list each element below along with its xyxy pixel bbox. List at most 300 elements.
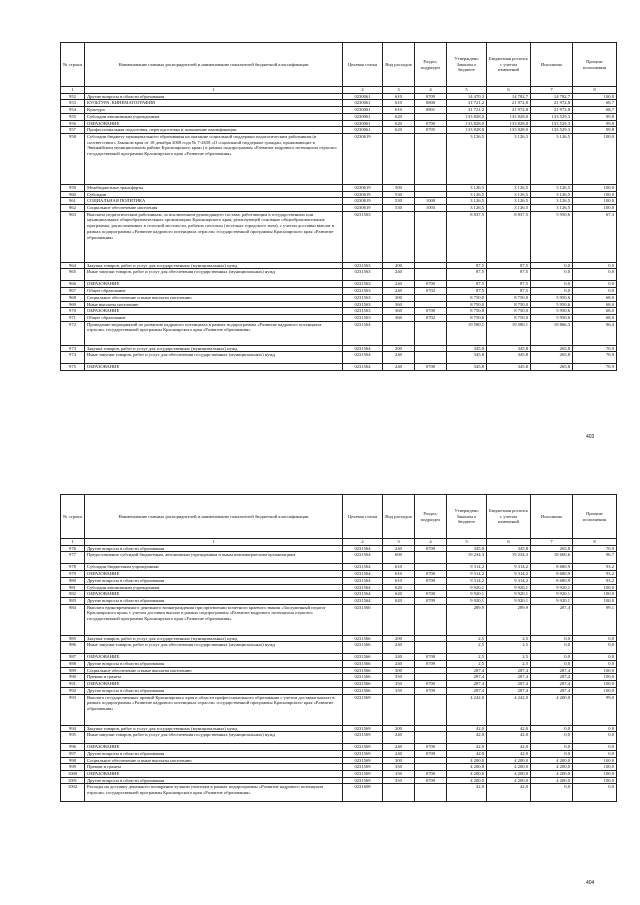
row-target-article: 0230061 (343, 107, 383, 114)
row-approved: 2,5 (447, 635, 487, 642)
column-index: 1 (85, 87, 343, 94)
row-expense-type (383, 133, 415, 184)
table-row (61, 584, 617, 591)
column-index: 3 (383, 87, 415, 94)
row-section (415, 694, 447, 725)
row-expense-type: 240 (383, 269, 415, 281)
row-approved: 42,0 (447, 744, 487, 751)
row-approved: 287,4 (447, 681, 487, 688)
row-budget-plan: 133 828,0 (487, 120, 531, 127)
row-name: Другие вопросы в области образования (85, 750, 343, 757)
budget-table (60, 494, 617, 802)
col-header-expense-type: Вид расходов (383, 495, 415, 539)
row-expense-type (383, 604, 415, 635)
row-executed: 133 529,3 (531, 127, 573, 134)
row-expense-type: 620 (383, 591, 415, 598)
row-expense-type: 610 (383, 93, 415, 100)
row-section (415, 345, 447, 352)
row-percent: 93,2 (573, 577, 617, 584)
row-expense-type (383, 694, 415, 725)
row-percent: 76,9 (573, 345, 617, 352)
table-row (61, 674, 617, 681)
row-number: 959 (61, 184, 85, 191)
row-name: ОБРАЗОВАНИЕ (85, 308, 343, 315)
table-row (61, 750, 617, 757)
row-section (415, 732, 447, 744)
row-section: 0705 (415, 127, 447, 134)
row-target-article: 0230061 (343, 127, 383, 134)
row-name: Проведение мероприятий по развитию кадрового потенциала в рамках подпрограммы «Развитие кадрового потенциала отрасли» государственной программы Красноярского края «Развитие образования» (85, 321, 343, 345)
row-target-article: 0231566 (343, 654, 383, 661)
row-approved: 345,8 (447, 352, 487, 364)
row-number: 994 (61, 725, 85, 732)
row-target-article: 0231569 (343, 744, 383, 751)
row-expense-type (383, 321, 415, 345)
row-approved: 133 828,0 (447, 113, 487, 120)
col-header-budget-plan: Бюджетная роспись с учетом изменений (487, 495, 531, 539)
row-budget-plan: 287,4 (487, 687, 531, 694)
row-expense-type: 240 (383, 364, 415, 371)
row-target-article: 0230061 (343, 93, 383, 100)
row-executed: 287,4 (531, 604, 573, 635)
table-row (61, 288, 617, 295)
row-percent: 100,0 (573, 93, 617, 100)
row-approved: 4 242,0 (447, 694, 487, 725)
row-expense-type: 240 (383, 288, 415, 295)
row-section (415, 635, 447, 642)
row-percent: 68,0 (573, 301, 617, 308)
row-expense-type: 350 (383, 771, 415, 778)
row-percent: 0,0 (573, 281, 617, 288)
row-executed: 5 950,6 (531, 294, 573, 301)
row-budget-plan: 2,5 (487, 654, 531, 661)
row-section (415, 674, 447, 681)
row-budget-plan: 345,8 (487, 352, 531, 364)
row-target-article: 0231563 (343, 211, 383, 262)
row-target-article: 0230619 (343, 191, 383, 198)
row-section: 0700 (415, 744, 447, 751)
column-index: 7 (531, 539, 573, 546)
row-expense-type: 300 (383, 757, 415, 764)
row-expense-type: 200 (383, 635, 415, 642)
row-target-article: 0231564 (343, 591, 383, 598)
row-expense-type: 620 (383, 120, 415, 127)
table-row (61, 597, 617, 604)
row-expense-type: 610 (383, 100, 415, 107)
row-target-article: 0231566 (343, 642, 383, 654)
row-executed: 287,4 (531, 674, 573, 681)
row-target-article: 0231563 (343, 281, 383, 288)
row-section (415, 301, 447, 308)
row-section: 0700 (415, 308, 447, 315)
row-target-article: 0231564 (343, 571, 383, 578)
row-executed: 133 529,3 (531, 120, 573, 127)
row-target-article: 0231569 (343, 694, 383, 725)
row-number: 991 (61, 681, 85, 688)
row-percent: 100,0 (573, 667, 617, 674)
row-name: Выплаты педагогическим работникам, за исключением руководящего состава, работающим в государственных или муниципальных общеобразовательных организациях Красноярского края, реализующей основные общеобразовательные программы, расположенных в сельской местности, рабочих поселках (поселках городского типа), с учетом доставки выплат в рамках подпрограммы «Развитие кадрового потенциала отрасли» государственной программы Красноярского края «Развитие образования» (85, 211, 343, 262)
row-budget-plan: 8 750,0 (487, 301, 531, 308)
row-section (415, 604, 447, 635)
row-target-article: 0231563 (343, 314, 383, 321)
row-name: Иные закупки товаров, работ и услуг для обеспечения государственных (муниципальных) нужд (85, 352, 343, 364)
row-budget-plan: 3 126,5 (487, 205, 531, 212)
row-number: 972 (61, 321, 85, 345)
row-percent: 68,0 (573, 314, 617, 321)
row-approved: 19 234,3 (447, 552, 487, 564)
col-header-target-article: Целевая статья (343, 495, 383, 539)
table-row (61, 604, 617, 635)
row-number: 985 (61, 635, 85, 642)
row-executed: 4 200,0 (531, 764, 573, 771)
row-section (415, 269, 447, 281)
row-approved: 8 750,0 (447, 301, 487, 308)
row-name: ОБРАЗОВАНИЕ (85, 281, 343, 288)
column-index-row (61, 87, 617, 94)
row-section: 0700 (415, 571, 447, 578)
table-row (61, 764, 617, 771)
row-approved: 31 721,2 (447, 107, 487, 114)
row-expense-type: 300 (383, 667, 415, 674)
row-name: Субсидии (85, 191, 343, 198)
table-row (61, 93, 617, 100)
row-number: 969 (61, 301, 85, 308)
row-executed: 3 126,5 (531, 198, 573, 205)
row-budget-plan: 8 750,0 (487, 314, 531, 321)
row-approved: 4 200,0 (447, 777, 487, 784)
row-percent: 93,2 (573, 564, 617, 571)
row-expense-type: 620 (383, 127, 415, 134)
row-name: Закупка товаров, работ и услуг для государственных (муниципальных) нужд (85, 345, 343, 352)
row-target-article: 0231563 (343, 288, 383, 295)
row-target-article: 0231564 (343, 545, 383, 552)
row-budget-plan: 133 828,0 (487, 113, 531, 120)
table-row (61, 281, 617, 288)
row-name: Расходы на доставку денежного поощрения лучшим учителям в рамках подпрограммы «Развитие кадрового потенциала отрасли» государственной программы Красноярского края «Развитие образования» (85, 784, 343, 802)
row-executed: 3 126,5 (531, 205, 573, 212)
row-number: 992 (61, 687, 85, 694)
table-row (61, 577, 617, 584)
row-number: 975 (61, 364, 85, 371)
row-target-article: 0231564 (343, 345, 383, 352)
row-executed: 9 920,1 (531, 591, 573, 598)
row-section (415, 757, 447, 764)
row-percent: 0,0 (573, 642, 617, 654)
row-target-article: 0231564 (343, 597, 383, 604)
row-approved: 2,5 (447, 642, 487, 654)
row-approved: 287,4 (447, 687, 487, 694)
row-number: 993 (61, 694, 85, 725)
row-budget-plan: 345,8 (487, 545, 531, 552)
column-index: 2 (343, 539, 383, 546)
row-percent: 96,7 (573, 552, 617, 564)
row-name: Премии и гранты (85, 764, 343, 771)
row-target-article: 0231563 (343, 269, 383, 281)
row-number: 999 (61, 764, 85, 771)
table-row (61, 757, 617, 764)
row-executed: 3 126,5 (531, 133, 573, 184)
row-number: 960 (61, 191, 85, 198)
row-section (415, 113, 447, 120)
row-approved: 8 750,0 (447, 308, 487, 315)
row-number: 973 (61, 345, 85, 352)
row-percent: 93,2 (573, 571, 617, 578)
row-number: 990 (61, 674, 85, 681)
row-number: 986 (61, 642, 85, 654)
row-section: 0709 (415, 577, 447, 584)
row-executed: 3 126,5 (531, 191, 573, 198)
col-header-expense-type: Вид расходов (383, 43, 415, 87)
row-section: 0700 (415, 120, 447, 127)
row-approved: 2,5 (447, 654, 487, 661)
page-number: 403 (586, 434, 595, 440)
row-expense-type: 240 (383, 732, 415, 744)
row-expense-type: 240 (383, 744, 415, 751)
row-executed: 0,0 (531, 262, 573, 269)
row-executed: 5 950,6 (531, 308, 573, 315)
row-percent: 0,0 (573, 750, 617, 757)
row-budget-plan: 42,0 (487, 744, 531, 751)
row-name: Предоставление субсидий бюджетным, автономным учреждениям и иным некоммерческим организациям (85, 552, 343, 564)
row-target-article: 0231569 (343, 757, 383, 764)
row-number: 965 (61, 269, 85, 281)
row-target-article: 0231566 (343, 667, 383, 674)
row-budget-plan: 8 750,0 (487, 308, 531, 315)
row-target-article: 0231569 (343, 750, 383, 757)
row-executed: 265,8 (531, 545, 573, 552)
row-approved: 87,5 (447, 269, 487, 281)
row-name: Выплата государственных премий Красноярского края в области профессионального образования с учетом доставки выплат в рамках подпрограммы «Развитие кадрового потенциала отрасли» государственной программы Красноярского края «Развитие образования» (85, 694, 343, 725)
row-name: Социальное обеспечение и иные выплаты населению (85, 667, 343, 674)
table-row (61, 321, 617, 345)
row-number: 954 (61, 107, 85, 114)
row-budget-plan: 3 126,5 (487, 133, 531, 184)
row-name: Другие вопросы в области образования (85, 93, 343, 100)
row-number: 974 (61, 352, 85, 364)
column-index: 1 (85, 539, 343, 546)
row-expense-type: 200 (383, 345, 415, 352)
row-executed: 0,0 (531, 642, 573, 654)
row-name: Другие вопросы в области образования (85, 661, 343, 668)
row-approved: 9 314,2 (447, 577, 487, 584)
table-row (61, 269, 617, 281)
row-budget-plan: 9 314,2 (487, 577, 531, 584)
row-expense-type (383, 784, 415, 802)
row-approved: 8 750,0 (447, 314, 487, 321)
row-executed: 287,4 (531, 667, 573, 674)
row-name: ОБРАЗОВАНИЕ (85, 654, 343, 661)
table-row (61, 314, 617, 321)
table-row (61, 635, 617, 642)
row-name: Закупка товаров, работ и услуг для государственных (муниципальных) нужд (85, 725, 343, 732)
row-percent: 68,7 (573, 100, 617, 107)
row-percent: 99,1 (573, 604, 617, 635)
row-percent: 100,0 (573, 777, 617, 784)
row-section: 0700 (415, 654, 447, 661)
row-budget-plan: 42,0 (487, 725, 531, 732)
row-approved: 3 126,5 (447, 205, 487, 212)
row-number: 976 (61, 545, 85, 552)
row-name: Закупка товаров, работ и услуг для государственных (муниципальных) нужд (85, 262, 343, 269)
row-expense-type: 620 (383, 597, 415, 604)
row-expense-type: 610 (383, 577, 415, 584)
row-executed: 8 680,9 (531, 564, 573, 571)
row-name: ОБРАЗОВАНИЕ (85, 771, 343, 778)
table-row (61, 571, 617, 578)
row-percent: 0,0 (573, 262, 617, 269)
report-page-404 (60, 494, 616, 802)
report-page-403 (60, 42, 616, 371)
row-approved: 9 920,1 (447, 584, 487, 591)
row-expense-type: 240 (383, 281, 415, 288)
column-index: 5 (447, 87, 487, 94)
row-target-article: 0231566 (343, 661, 383, 668)
row-budget-plan: 4 200,0 (487, 771, 531, 778)
column-index: 1 (61, 87, 85, 94)
row-target-article: 0231566 (343, 687, 383, 694)
row-expense-type: 240 (383, 750, 415, 757)
table-row (61, 642, 617, 654)
row-approved: 42,0 (447, 732, 487, 744)
row-expense-type: 530 (383, 191, 415, 198)
row-name: ОБРАЗОВАНИЕ (85, 591, 343, 598)
row-section: 1000 (415, 198, 447, 205)
row-number: 982 (61, 591, 85, 598)
row-budget-plan: 87,5 (487, 288, 531, 295)
row-percent: 100,0 (573, 184, 617, 191)
row-target-article: 0231569 (343, 764, 383, 771)
table-row (61, 184, 617, 191)
table-row (61, 133, 617, 184)
row-expense-type (383, 211, 415, 262)
row-percent: 99,8 (573, 127, 617, 134)
row-executed: 9 920,1 (531, 584, 573, 591)
row-target-article: 0230619 (343, 184, 383, 191)
column-index-row (61, 539, 617, 546)
col-header-number: № строки (61, 495, 85, 539)
table-row (61, 694, 617, 725)
table-row (61, 127, 617, 134)
column-index: 2 (343, 87, 383, 94)
row-section: 0709 (415, 93, 447, 100)
row-name: Субсидии автономным учреждениям (85, 584, 343, 591)
row-name: СОЦИАЛЬНАЯ ПОЛИТИКА (85, 198, 343, 205)
row-number: 987 (61, 654, 85, 661)
row-target-article: 0231566 (343, 635, 383, 642)
row-budget-plan: 19 234,3 (487, 552, 531, 564)
row-number: 958 (61, 133, 85, 184)
row-percent: 99,8 (573, 120, 617, 127)
row-section: 0709 (415, 687, 447, 694)
row-budget-plan: 4 242,0 (487, 694, 531, 725)
row-number: 971 (61, 314, 85, 321)
row-approved: 3 126,5 (447, 198, 487, 205)
row-target-article: 0231569 (343, 771, 383, 778)
row-name: Другие вопросы в области образования (85, 687, 343, 694)
row-expense-type: 240 (383, 661, 415, 668)
row-number: 995 (61, 732, 85, 744)
row-section: 0709 (415, 661, 447, 668)
row-expense-type: 620 (383, 113, 415, 120)
row-budget-plan: 8 750,0 (487, 294, 531, 301)
row-approved: 2,5 (447, 661, 487, 668)
column-index: 8 (573, 87, 617, 94)
row-budget-plan: 87,5 (487, 281, 531, 288)
row-target-article: 0231569 (343, 732, 383, 744)
row-budget-plan: 3 126,5 (487, 191, 531, 198)
row-name: Иные закупки товаров, работ и услуг для обеспечения государственных (муниципальных) нужд (85, 269, 343, 281)
table-row (61, 564, 617, 571)
row-budget-plan: 289,9 (487, 604, 531, 635)
row-executed: 133 529,3 (531, 113, 573, 120)
row-name: Иные закупки товаров, работ и услуг для обеспечения государственных (муниципальных) нужд (85, 732, 343, 744)
row-executed: 0,0 (531, 281, 573, 288)
row-percent: 0,0 (573, 288, 617, 295)
row-target-article: 0231569 (343, 777, 383, 784)
row-number: 968 (61, 294, 85, 301)
table-row (61, 784, 617, 802)
column-index: 6 (487, 539, 531, 546)
row-executed: 0,0 (531, 750, 573, 757)
row-name: Другие вопросы в области образования (85, 597, 343, 604)
table-row (61, 591, 617, 598)
table-row (61, 120, 617, 127)
row-executed: 3 126,5 (531, 184, 573, 191)
row-section: 0700 (415, 681, 447, 688)
row-number: 978 (61, 564, 85, 571)
row-name: Другие вопросы в области образования (85, 577, 343, 584)
col-header-section: Раздел, подраздел (415, 495, 447, 539)
row-budget-plan: 9 314,2 (487, 564, 531, 571)
row-executed: 0,0 (531, 635, 573, 642)
row-executed: 0,0 (531, 654, 573, 661)
row-executed: 21 972,8 (531, 107, 573, 114)
row-section: 0709 (415, 750, 447, 757)
row-target-article: 0230061 (343, 120, 383, 127)
column-index: 7 (531, 87, 573, 94)
table-row (61, 545, 617, 552)
row-name: ОБРАЗОВАНИЕ (85, 120, 343, 127)
row-section (415, 667, 447, 674)
row-target-article: 0231564 (343, 577, 383, 584)
row-name: Закупка товаров, работ и услуг для государственных (муниципальных) нужд (85, 635, 343, 642)
row-approved: 133 828,0 (447, 120, 487, 127)
row-expense-type: 610 (383, 571, 415, 578)
row-percent: 0,0 (573, 732, 617, 744)
row-number: 977 (61, 552, 85, 564)
row-section: 0700 (415, 281, 447, 288)
row-section (415, 352, 447, 364)
row-target-article: 0231608 (343, 784, 383, 802)
table-row (61, 100, 617, 107)
row-name: ОБРАЗОВАНИЕ (85, 681, 343, 688)
row-percent: 76,9 (573, 545, 617, 552)
row-target-article: 0231564 (343, 321, 383, 345)
row-number: 981 (61, 584, 85, 591)
row-name: Иные закупки товаров, работ и услуг для обеспечения государственных (муниципальных) нужд (85, 642, 343, 654)
row-expense-type: 240 (383, 654, 415, 661)
row-name: Профессиональная подготовка, переподготовка и повышение квалификации (85, 127, 343, 134)
table-row (61, 205, 617, 212)
row-expense-type: 360 (383, 308, 415, 315)
row-budget-plan: 287,4 (487, 674, 531, 681)
row-executed: 287,4 (531, 687, 573, 694)
row-approved: 4 200,0 (447, 764, 487, 771)
row-executed: 5 950,6 (531, 211, 573, 262)
row-budget-plan: 9 920,1 (487, 591, 531, 598)
row-section: 0709 (415, 597, 447, 604)
row-percent: 100,0 (573, 597, 617, 604)
